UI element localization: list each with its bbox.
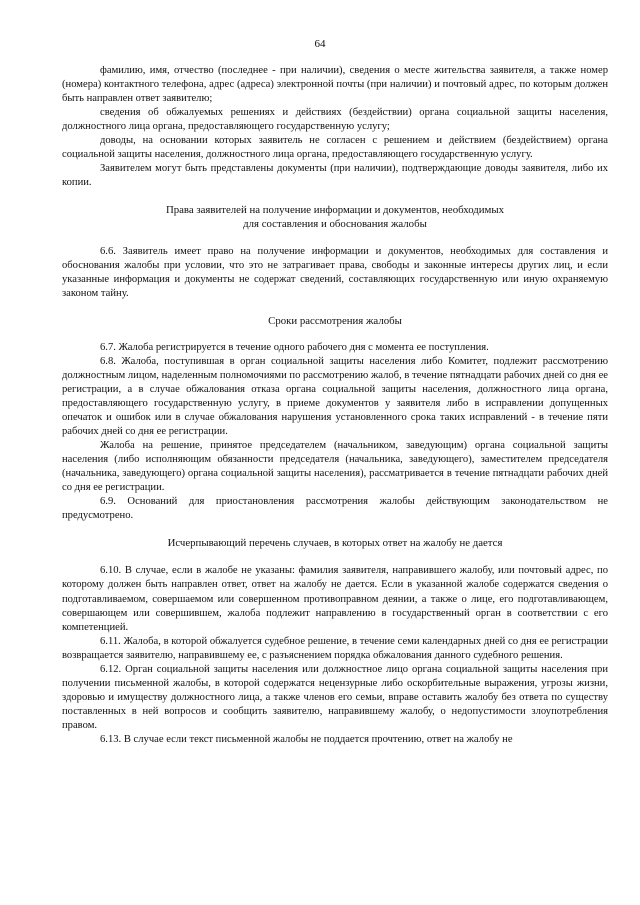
heading-exhaustive-list: Исчерпывающий перечень случаев, в которых ответ на жалобу не дается: [167, 537, 503, 550]
paragraph-supporting-documents: Заявителем могут быть представлены документы (при наличии), подтверждающие доводы заявителя, либо их копии.: [62, 163, 608, 189]
heading-rights-line1: Права заявителей на получение информации и документов, необходимых: [165, 204, 505, 217]
paragraph-applicant-name: фамилию, имя, отчество (последнее - при наличии), сведения о месте жительства заявителя, а также номер (номера) контактного телефона, адрес (адреса) электронной почты (при наличии) и почтовый адрес, по которым должен быть направлен ответ заявителю;: [62, 65, 608, 105]
heading-rights: [62, 190, 608, 244]
paragraph-6-12: 6.12. Орган социальной защиты населения или должностное лицо органа социальной защиты населения при получении письменной жалобы, в которой содержатся нецензурные либо оскорбительные выражения, угрозы жизни, здоровью и имуществу должностного лица, а также членов его семьи, вправе оставить жалобу без ответа по существу поставленных в ней вопросов и сообщить заявителю, направившему жалобу, о недопустимости злоупотребления правом.: [62, 663, 608, 731]
paragraph-6-9: 6.9. Оснований для приостановления рассмотрения жалобы действующим законодательством не предусмотрено.: [62, 496, 608, 522]
paragraph-chairman-complaint: Жалоба на решение, принятое председателем (начальником, заведующим) органа социальной защиты населения (либо исполняющим обязанности председателя (начальника, заведующего), заместителем председателя (начальника, заведующего) органа социальной защиты населения), рассматривается в течение пятнадцати рабочих дней со дня ее регистрации.: [62, 440, 608, 494]
heading-terms: Сроки рассмотрения жалобы: [268, 314, 402, 327]
paragraph-6-13: 6.13. В случае если текст письменной жалобы не поддается прочтению, ответ на жалобу не: [100, 733, 513, 745]
page-number: 64: [314, 38, 326, 50]
paragraph-appealed-decisions: сведения об обжалуемых решениях и действиях (бездействии) органа социальной защиты населения, должностного лица органа, предоставляющего государственную услугу;: [62, 107, 608, 133]
paragraph-6-6: 6.6. Заявитель имеет право на получение информации и документов, необходимых для составления и обоснования жалобы при условии, что это не затрагивает права, свободы и законные интересы других лиц, и если указанные информация и документы не содержат сведений, составляющих государственную или иную охраняемую законом тайну.: [62, 245, 608, 299]
paragraph-6-7: 6.7. Жалоба регистрируется в течение одного рабочего дня с момента ее поступления.: [100, 341, 489, 353]
heading-rights-line2: для составления и обоснования жалобы: [243, 218, 427, 231]
document-body: [62, 64, 608, 747]
paragraph-6-10: 6.10. В случае, если в жалобе не указаны: фамилия заявителя, направившего жалобу, или почтовый адрес, по которому должен быть направлен ответ, ответ на жалобу не дается. Если в указанной жалобе содержатся сведения о подготавливаемом, совершаемом или совершенном противоправном деянии, а также о лице, его подготавливающем, совершающем или совершившем, жалоба подлежит направлению в государственный орган в соответствии с его компетенцией.: [62, 565, 608, 633]
paragraph-6-8: 6.8. Жалоба, поступившая в орган социальной защиты населения либо Комитет, подлежит рассмотрению должностным лицом, наделенным полномочиями по рассмотрению жалоб, в течение пятнадцати рабочих дней со дня ее регистрации, а в случае обжалования отказа органа социальной защиты населения, должностного лица органа, предоставляющего государственную услугу, в приеме документов у заявителя либо в исправлении допущенных опечаток и ошибок или в случае обжалования нарушения установленного срока таких исправлений - в течение пяти рабочих дней со дня ее регистрации.: [62, 355, 608, 438]
paragraph-arguments: доводы, на основании которых заявитель не согласен с решением и действием (бездействием) органа социальной защиты населения, должностного лица органа, предоставляющего государственную услугу.: [62, 135, 608, 161]
paragraph-6-11: 6.11. Жалоба, в которой обжалуется судебное решение, в течение семи календарных дней со дня ее регистрации возвращается заявителю, направившему ее, с разъяснением порядка обжалования данного судебного решения.: [62, 635, 608, 661]
